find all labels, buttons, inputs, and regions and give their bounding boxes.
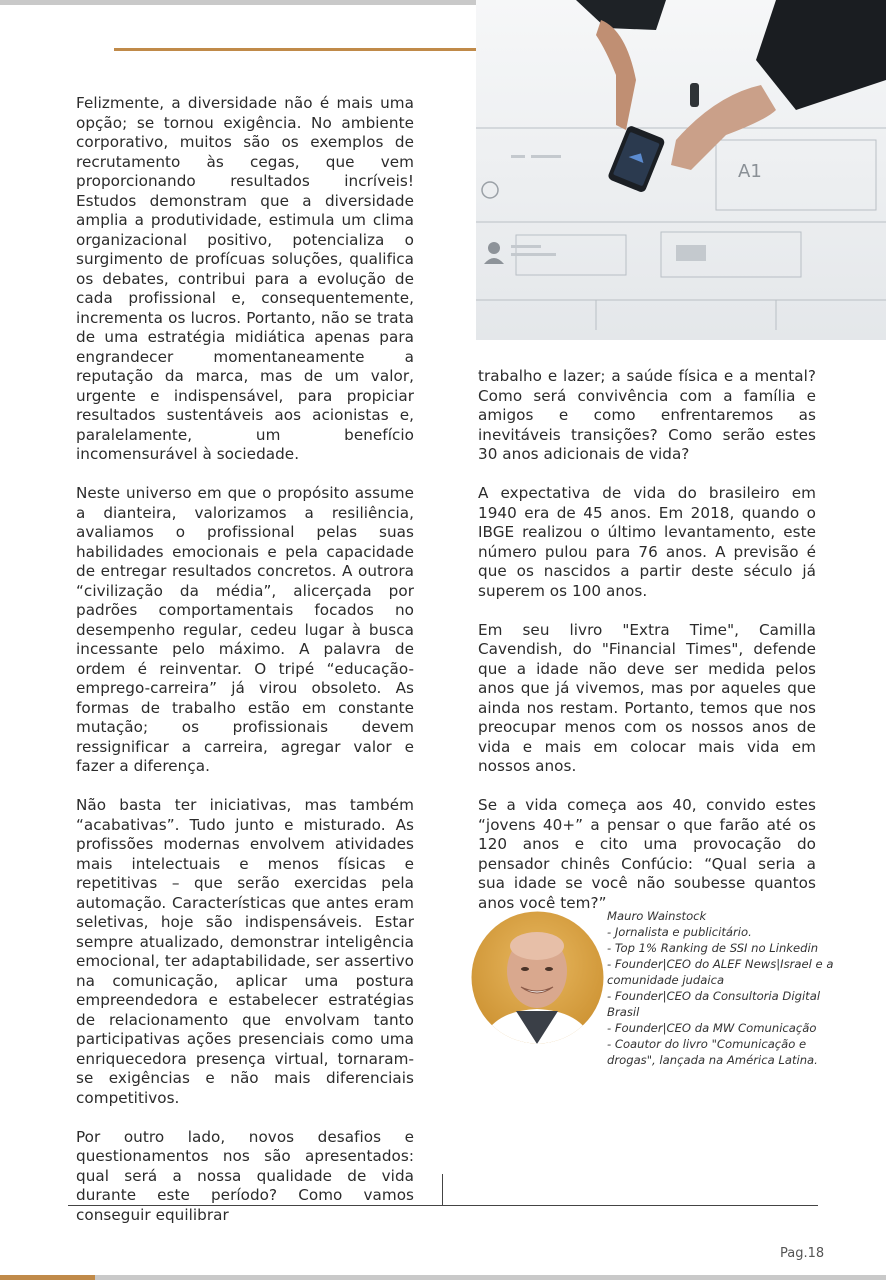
paragraph: trabalho e lazer; a saúde física e a mental? Como será convivência com a família e amigos e como enfrentaremos as inevitáveis transições? Como serão estes 30 anos adicionais de vida? [478,367,816,463]
author-photo [471,911,604,1044]
author-credential: - Top 1% Ranking de SSI no Linkedin [607,941,819,955]
author-name: Mauro Wainstock [607,909,707,923]
paragraph: Se a vida começa aos 40, convido estes “jovens 40+” a pensar o que farão até os 120 anos e cito uma provocação do pensador chinês Confúcio: “Qual seria a sua idade se você não soubesse quantos anos você tem?” [478,796,816,912]
author-credential: - Founder|CEO do ALEF News|Israel e a comunidade judaica [607,957,834,987]
author-credential: - Coautor do livro "Comunicação e drogas", lançada na América Latina. [607,1037,818,1067]
page-number: Pag.18 [780,1246,825,1261]
hero-screen-label [738,161,762,182]
hero-image [476,0,886,340]
paragraph: Em seu livro "Extra Time", Camilla Cavendish, do "Financial Times", defende que a idade não deve ser medida pelos anos que já vivemos, mas por aqueles que ainda nos restam. Portanto, temos que nos preocupar menos com os nossos anos de vida e mais em colocar mais vida em nossos anos. [478,620,816,775]
paragraph: Por outro lado, novos desafios e questionamentos nos são apresentados: qual será a nossa qualidade de vida durante este período? Como vamos conseguir equilibrar [76,1127,414,1224]
header-accent-rule [114,48,476,51]
bottom-border [0,1275,886,1280]
author-credential: - Founder|CEO da Consultoria Digital Brasil [607,989,821,1019]
bottom-accent [0,1275,95,1280]
author-bio [607,908,835,1068]
left-text-column [76,94,414,1245]
footer-divider-tick [442,1174,443,1206]
right-text-column [478,367,816,933]
author-credential: - Founder|CEO da MW Comunicação [607,1021,817,1035]
footer-rule [68,1205,818,1206]
paragraph: Neste universo em que o propósito assume a dianteira, valorizamos a resiliência, avaliamos o profissional pelas suas habilidades emocionais e pela capacidade de entregar resultados concretos. A outrora “civilização da média”, alicerçada por padrões comportamentais focados no desempenho regular, cedeu lugar à busca incessante pelo máximo. A palavra de ordem é reinventar. O tripé “educação-emprego-carreira” já virou obsoleto. As formas de trabalho estão em constante mutação; os profissionais devem ressignificar a carreira, agregar valor e fazer a diferença. [76,484,414,775]
paragraph: Felizmente, a diversidade não é mais uma opção; se tornou exigência. No ambiente corporativo, muitos são os exemplos de recrutamento às cegas, que vem proporcionando resultados incríveis! Estudos demonstram que a diversidade amplia a produtividade, estimula um clima organizacional positivo, potencializa o surgimento de profícuas soluções, qualifica os debates, contribui para a evolução de cada profissional e, consequentemente, incrementa os lucros. Portanto, não se trata de uma estratégia midiática apenas para engrandecer momentaneamente a reputação da marca, mas de um valor, urgente e indispensável, para propiciar resultados sustentáveis aos acionistas e, paralelamente, um benefício incomensurável à sociedade. [76,94,414,463]
author-credential: - Jornalista e publicitário. [607,925,752,939]
paragraph: A expectativa de vida do brasileiro em 1940 era de 45 anos. Em 2018, quando o IBGE realizou o último levantamento, este número pulou para 76 anos. A previsão é que os nascidos a partir deste século já superem os 100 anos. [478,484,816,600]
paragraph: Não basta ter iniciativas, mas também “acabativas”. Tudo junto e misturado. As profissões modernas envolvem atividades mais intelectuais e menos físicas e repetitivas – que serão exercidas pela automação. Características que antes eram seletivas, hoje são indispensáveis. Estar sempre atualizado, demonstrar inteligência emocional, ter adaptabilidade, ser assertivo na comunicação, aplicar uma postura empreendedora e estabelecer estratégias de relacionamento que envolvam tanto participativas ações presenciais como uma enriquecedora presença virtual, tornaram-se exigências e não mais diferenciais competitivos. [76,796,414,1107]
svg-text:A1: A1 [738,161,762,182]
